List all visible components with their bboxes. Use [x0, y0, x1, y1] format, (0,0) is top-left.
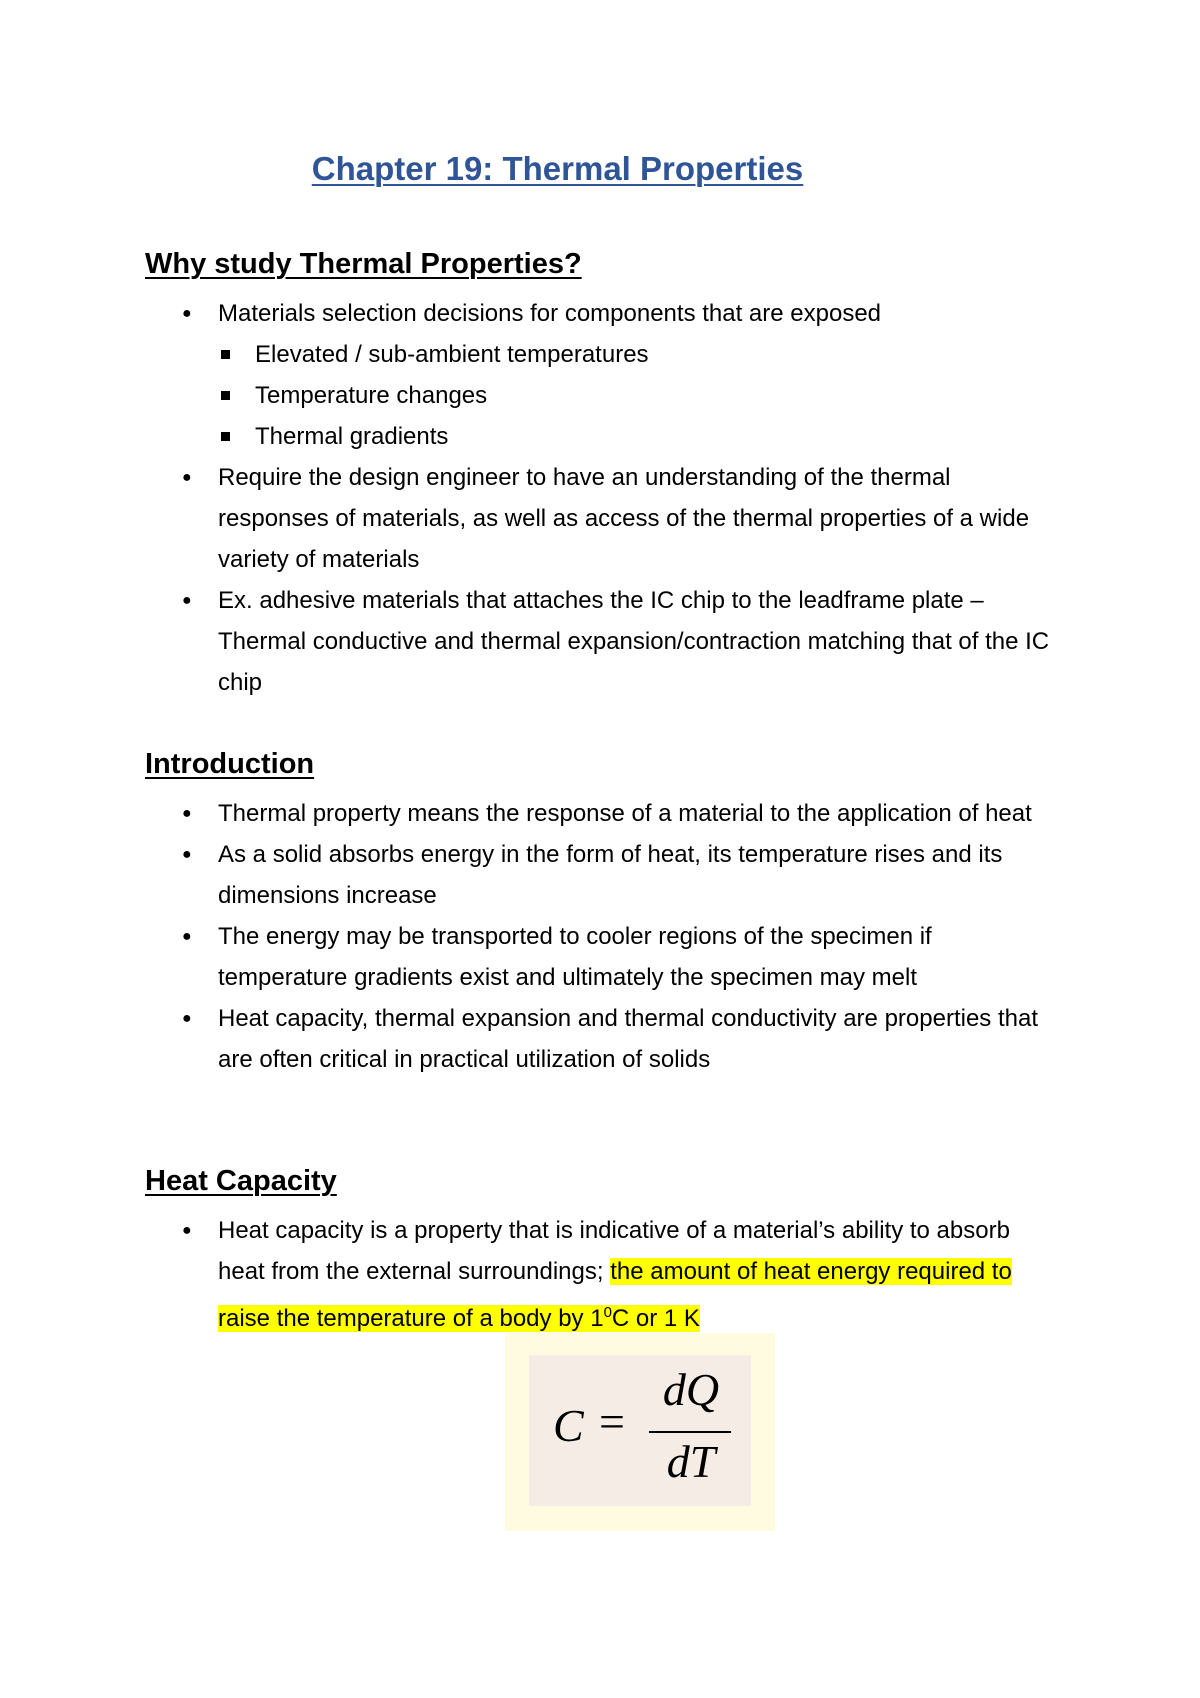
page-title: Chapter 19: Thermal Properties [311, 150, 804, 187]
list-item [0, 457, 1063, 580]
sub-list-item [0, 375, 1200, 416]
highlight-text-b: C or 1 K [611, 1305, 700, 1332]
formula-denominator: dT [666, 1436, 716, 1487]
bullet-icon: ● [182, 592, 192, 609]
bullet-icon: ● [182, 846, 192, 863]
sub-list-item [0, 416, 1200, 457]
list-item-text: As a solid absorbs energy in the form of heat, its temperature rises and its dimensions increase [218, 841, 1003, 909]
list-item [0, 793, 1063, 834]
list-item-text: Heat capacity is a property that is indicative of a material’s ability to absorb heat from the external surroundings; [218, 1217, 1010, 1285]
list-item-text: Heat capacity, thermal expansion and thermal conductivity are properties that are often critical in practical utilization of solids [218, 1005, 1038, 1073]
list-item-text: Ex. adhesive materials that attaches the IC chip to the leadframe plate – Thermal conductive and thermal expansion/contraction matching that of the IC chip [218, 587, 1050, 696]
intro-list [0, 793, 1200, 1080]
heat-list [0, 1210, 1200, 1339]
square-bullet-icon [221, 391, 230, 400]
list-item-text: Materials selection decisions for components that are exposed [218, 300, 882, 327]
list-item-text: Require the design engineer to have an understanding of the thermal responses of materials, as well as access of the thermal properties of a wide variety of materials [218, 464, 1030, 573]
section-heading-heat-capacity: Heat Capacity [145, 1165, 337, 1197]
bullet-icon: ● [182, 928, 192, 945]
square-bullet-icon [221, 350, 230, 359]
sub-list-item-text: Thermal gradients [255, 423, 449, 450]
bullet-icon: ● [182, 305, 192, 322]
heat-capacity-formula [529, 1355, 751, 1506]
list-item [0, 293, 1063, 334]
bullet-icon: ● [182, 1010, 192, 1027]
formula-lhs: C [553, 1400, 584, 1451]
bullet-icon: ● [182, 469, 192, 486]
superscript-degree: 0 [603, 1304, 612, 1321]
list-item [0, 998, 1063, 1080]
fraction-bar [649, 1431, 731, 1433]
list-item [0, 916, 1063, 998]
highlight-text-a: the amount of heat energy required to raise the temperature of a body by 1 [218, 1258, 1012, 1332]
sub-list-item-text: Temperature changes [255, 382, 488, 409]
list-item [0, 834, 1063, 916]
section-heading-why: Why study Thermal Properties? [145, 248, 582, 280]
bullet-icon: ● [182, 805, 192, 822]
why-list [0, 293, 1200, 703]
list-item-text: The energy may be transported to cooler regions of the specimen if temperature gradients exist and ultimately the specimen may melt [218, 923, 932, 991]
sub-list-item-text: Elevated / sub-ambient temperatures [255, 341, 649, 368]
list-item [0, 1210, 1063, 1339]
list-item-text: Thermal property means the response of a material to the application of heat [218, 800, 1032, 827]
list-item [0, 580, 1063, 703]
square-bullet-icon [221, 432, 230, 441]
bullet-icon: ● [182, 1222, 192, 1239]
formula-equals: = [599, 1396, 625, 1447]
formula-numerator: dQ [662, 1364, 720, 1415]
sub-list-item [0, 334, 1200, 375]
section-heading-introduction: Introduction [145, 748, 315, 780]
